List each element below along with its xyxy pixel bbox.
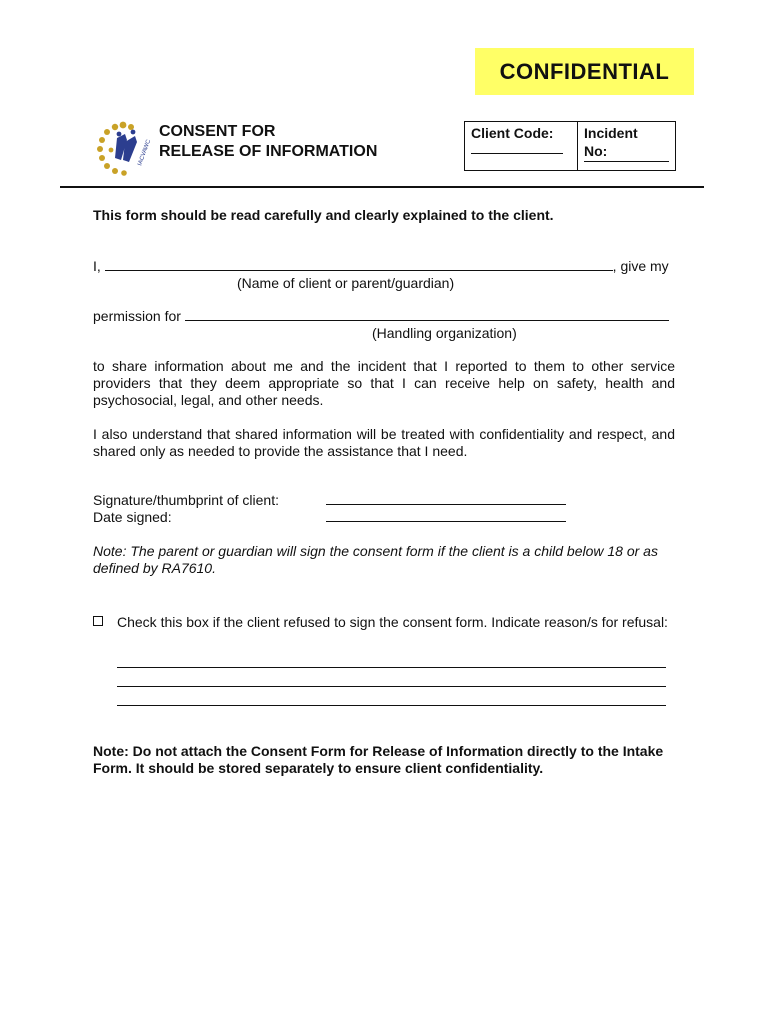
refusal-checkbox[interactable] bbox=[93, 616, 103, 626]
title-line-1: CONSENT FOR bbox=[159, 123, 276, 140]
instruction-text: This form should be read carefully and clearly explained to the client. bbox=[93, 207, 554, 223]
refusal-reason-line-3[interactable] bbox=[117, 705, 666, 706]
client-code-box bbox=[464, 121, 676, 171]
header-divider bbox=[60, 186, 704, 188]
client-code-label: Client Code: bbox=[471, 125, 554, 141]
incident-label-1: Incident bbox=[584, 125, 638, 141]
signature-row bbox=[93, 492, 675, 509]
incident-label-2: No: bbox=[584, 143, 608, 159]
organization-field[interactable] bbox=[185, 308, 669, 321]
confidential-label: CONFIDENTIAL bbox=[499, 58, 670, 84]
date-field[interactable] bbox=[326, 509, 566, 522]
logo-text: IACVAWC bbox=[137, 138, 153, 167]
refusal-reason-line-2[interactable] bbox=[117, 686, 666, 687]
client-name-field[interactable] bbox=[105, 258, 613, 271]
client-name-row bbox=[93, 258, 675, 275]
confidential-banner bbox=[475, 48, 694, 95]
share-paragraph: to share information about me and the incident that I reported to them to other service providers that they deem appropriate so that I can receive help on safety, health and psychosocial, legal, and other needs. bbox=[93, 358, 675, 408]
refusal-reason-line-1[interactable] bbox=[117, 667, 666, 668]
give-my-text: , give my bbox=[612, 258, 669, 274]
client-code-cell[interactable] bbox=[465, 122, 578, 170]
date-row bbox=[93, 509, 675, 526]
bottom-note: Note: Do not attach the Consent Form for Release of Information directly to the Intake Form. It should be stored separately to ensure client confidentiality. bbox=[93, 743, 664, 776]
signature-label: Signature/thumbprint of client: bbox=[93, 492, 279, 508]
understand-paragraph: I also understand that shared information will be treated with confidentiality and respect, and shared only as needed to provide the assistance that I need. bbox=[93, 426, 675, 459]
date-label: Date signed: bbox=[93, 509, 172, 525]
page-title bbox=[159, 122, 377, 162]
name-caption: (Name of client or parent/guardian) bbox=[237, 275, 455, 291]
organization-logo bbox=[95, 120, 153, 178]
i-prefix: I, bbox=[93, 258, 101, 274]
client-code-blank[interactable] bbox=[471, 153, 563, 154]
organization-caption: (Handling organization) bbox=[372, 325, 517, 341]
permission-prefix: permission for bbox=[93, 308, 181, 324]
incident-no-cell[interactable] bbox=[578, 122, 675, 170]
parent-note: Note: The parent or guardian will sign the consent form if the client is a child below 18 or as defined by RA7610. bbox=[93, 543, 658, 576]
checkbox-text: Check this box if the client refused to sign the consent form. Indicate reason/s for refusal: bbox=[117, 614, 668, 630]
permission-row bbox=[93, 308, 675, 325]
title-line-2: RELEASE OF INFORMATION bbox=[159, 143, 378, 160]
signature-field[interactable] bbox=[326, 492, 566, 505]
incident-no-blank[interactable] bbox=[584, 161, 669, 162]
